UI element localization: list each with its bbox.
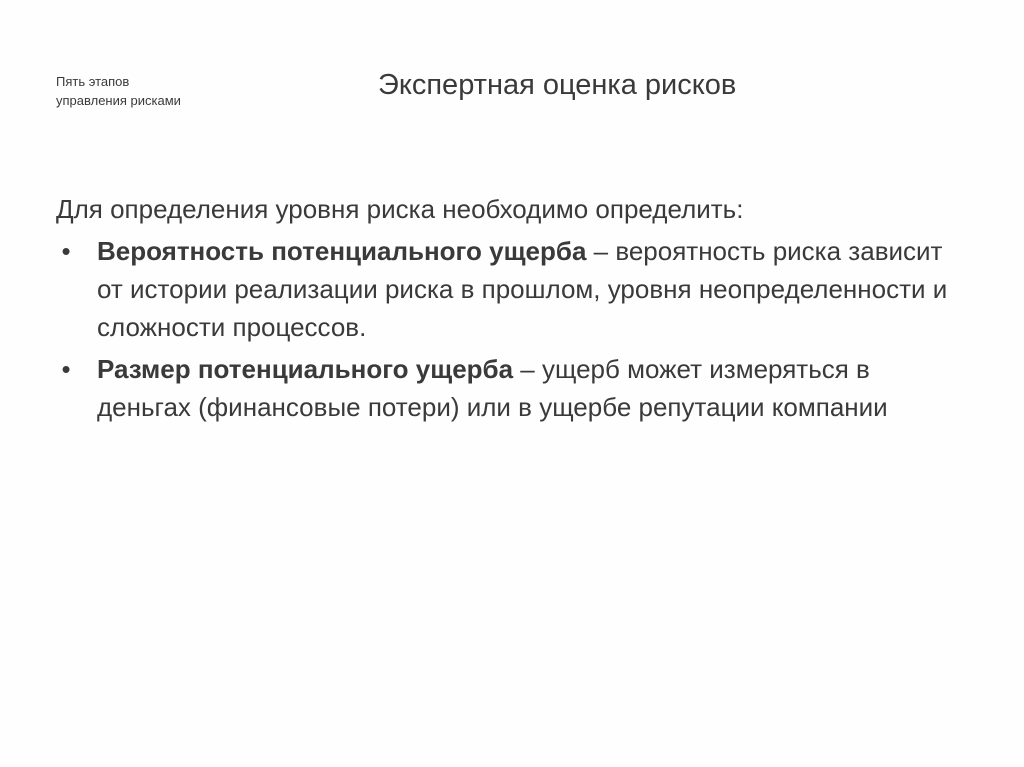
bullet-icon: • (61, 354, 71, 384)
bullet-list (56, 232, 956, 426)
bullet-text (97, 350, 956, 426)
section-label-line-1: Пять этапов (56, 74, 130, 89)
intro-text: Для определения уровня риска необходимо определить: (56, 194, 744, 224)
bullet-icon: • (61, 236, 71, 266)
section-label-line-2: управления рисками (56, 93, 181, 108)
bullet-term: Размер потенциального ущерба (97, 354, 514, 384)
section-label (56, 72, 181, 110)
bullet-term: Вероятность потенциального ущерба (97, 236, 587, 266)
slide-body (56, 190, 956, 430)
slide-title: Экспертная оценка рисков (378, 69, 737, 101)
bullet-item-probability (56, 232, 956, 346)
bullet-description: – вероятность риска зависит от истории реализации риска в прошлом, уровня неопределенности и сложности процессов. (97, 236, 948, 342)
bullet-description: – ущерб может измеряться в деньгах (финансовые потери) или в ущербе репутации компании (97, 354, 888, 422)
bullet-item-size (56, 350, 956, 426)
bullet-text (97, 232, 956, 346)
